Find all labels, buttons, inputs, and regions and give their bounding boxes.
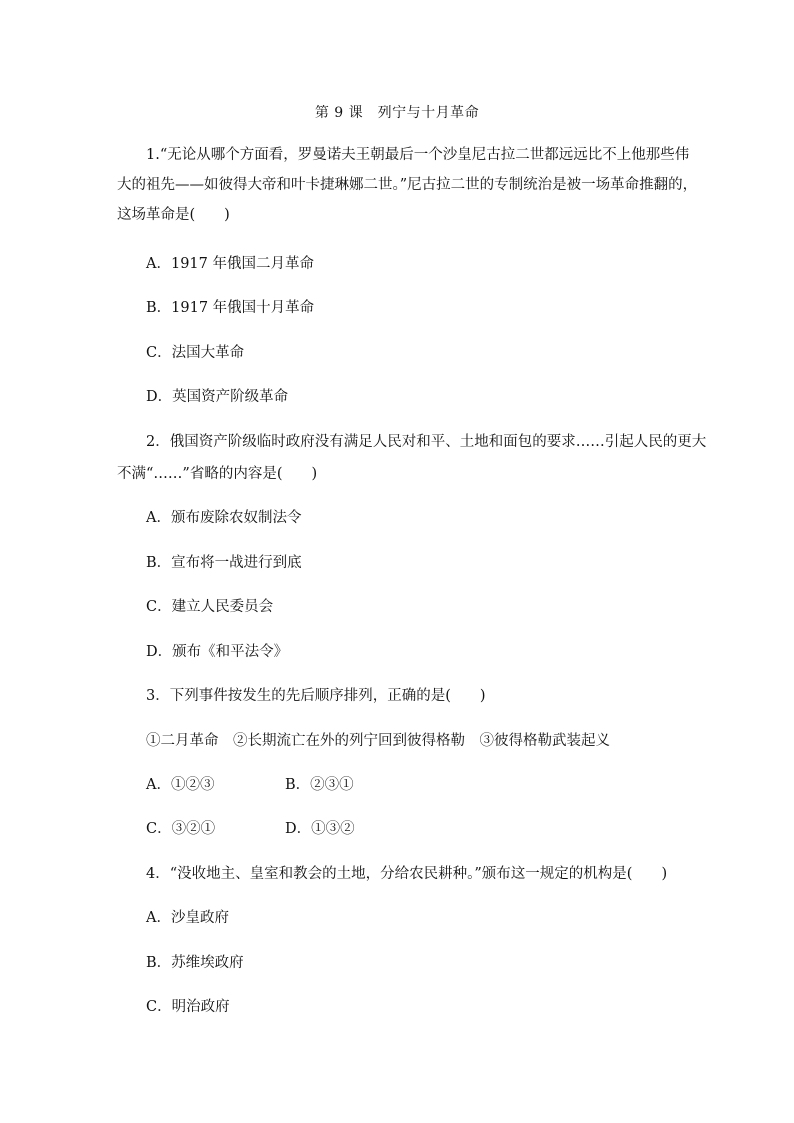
q4-option-c: C．明治政府: [146, 999, 230, 1015]
q1-option-a: A．1917 年俄国二月革命: [146, 256, 314, 272]
q2-stem-line-2: 不满“……”省略的内容是( ): [117, 466, 318, 482]
q1-option-b: B．1917 年俄国十月革命: [146, 300, 315, 316]
q3-stem-line-1: 3．下列事件按发生的先后顺序排列，正确的是( ): [146, 688, 486, 704]
q2-option-d: D．颁布《和平法令》: [146, 644, 289, 660]
q1-option-c: C．法国大革命: [146, 345, 245, 361]
q2-stem-line-1: 2．俄国资产阶级临时政府没有满足人民对和平、土地和面包的要求……引起人民的更大: [146, 434, 707, 450]
page-title: 第 9 课 列宁与十月革命: [314, 105, 480, 121]
q1-stem-line-3: 这场革命是( ): [117, 207, 230, 223]
q4-stem-line-1: 4．“没收地主、皇室和教会的土地，分给农民耕种。”颁布这一规定的机构是( ): [146, 866, 668, 882]
q2-option-c: C．建立人民委员会: [146, 599, 274, 615]
q1-stem-line-1: 1.“无论从哪个方面看，罗曼诺夫王朝最后一个沙皇尼古拉二世都远远比不上他那些伟: [146, 147, 690, 163]
q4-option-b: B．苏维埃政府: [146, 955, 244, 971]
q3-option-c: C．③②①: [146, 821, 216, 837]
q1-option-d: D．英国资产阶级革命: [146, 389, 289, 405]
q3-stem-line-2: ①二月革命 ②长期流亡在外的列宁回到彼得格勒 ③彼得格勒武装起义: [146, 733, 610, 749]
q4-option-a: A．沙皇政府: [146, 910, 229, 926]
q2-option-b: B．宣布将一战进行到底: [146, 555, 302, 571]
q1-stem-line-2: 大的祖先——如彼得大帝和叶卡捷琳娜二世。”尼古拉二世的专制统治是被一场革命推翻的，: [117, 177, 698, 193]
q3-option-a: A．①②③: [146, 777, 215, 793]
q3-option-d: D．①③②: [285, 821, 355, 837]
q3-option-b: B．②③①: [285, 777, 354, 793]
q2-option-a: A．颁布废除农奴制法令: [146, 510, 302, 526]
